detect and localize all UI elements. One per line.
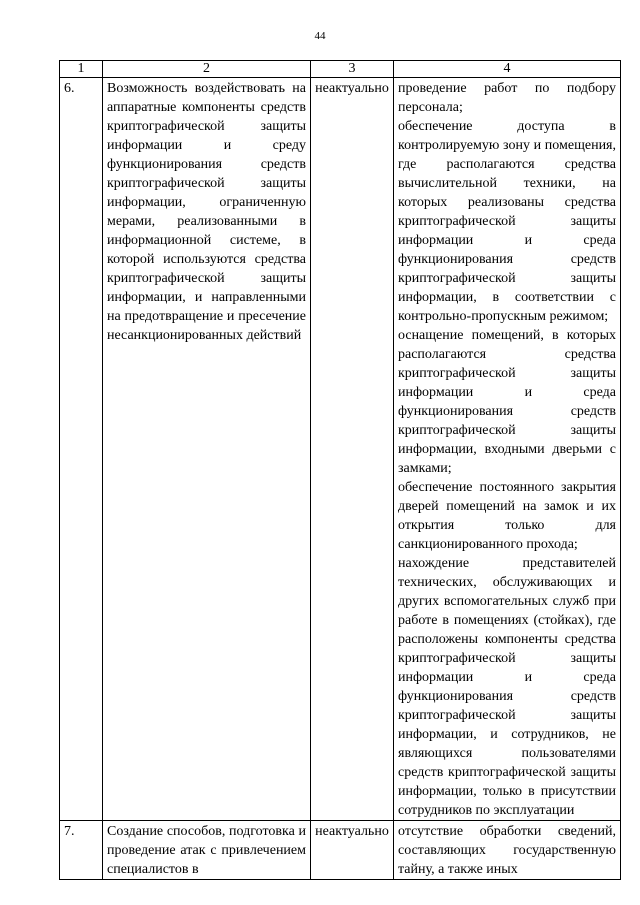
measure-item: нахождение представителей технических, обслуживающих и других вспомогательных служб при работе в помещениях (стойках), где расположены компоненты средства криптографической защиты информации и среда функционирования средств криптографической защиты информации, и сотрудников, не являющихся пользователями средств криптографической защиты информации, только в присутствии сотрудников по эксплуатации [398, 556, 616, 818]
threat-description: Возможность воздействовать на аппаратные компоненты средств криптографической защиты информации и среду функционирования средств криптографической защиты информации, ограниченную мерами, реализованными в информационной системе, в которой используются средства криптографической защиты информации, и направленными на предотвращение и пресечение несанкционированных действий [103, 78, 311, 821]
measure-item: проведение работ по подбору персонала; [398, 81, 616, 115]
header-col-3: 3 [311, 61, 394, 78]
page-number: 44 [314, 30, 326, 42]
row-number: 6. [60, 78, 103, 821]
relevance-cell: неактуально [311, 821, 394, 880]
table-header-row [60, 61, 621, 78]
threats-table [59, 60, 621, 880]
measures-cell [394, 821, 621, 880]
measure-item: обеспечение доступа в контролируемую зону и помещения, где располагаются средства вычислительной техники, на которых реализованы средства криптографической защиты информации и среда функционирования средств криптографической защиты информации, в соответствии с контрольно-пропускным режимом; [398, 119, 616, 324]
header-col-4: 4 [394, 61, 621, 78]
relevance-cell: неактуально [311, 78, 394, 821]
header-col-2: 2 [103, 61, 311, 78]
measure-item: отсутствие обработки сведений, составляющих государственную тайну, а также иных [398, 824, 616, 877]
measures-cell [394, 78, 621, 821]
header-col-1: 1 [60, 61, 103, 78]
table-row [60, 78, 621, 821]
measure-item: обеспечение постоянного закрытия дверей помещений на замок и их открытия только для санкционированного прохода; [398, 480, 616, 552]
table-row [60, 821, 621, 880]
measure-item: оснащение помещений, в которых располагаются средства криптографической защиты информации и среда функционирования средств криптографической защиты информации, входными дверьми с замками; [398, 328, 616, 476]
threat-description: Создание способов, подготовка и проведение атак с привлечением специалистов в [103, 821, 311, 880]
row-number: 7. [60, 821, 103, 880]
